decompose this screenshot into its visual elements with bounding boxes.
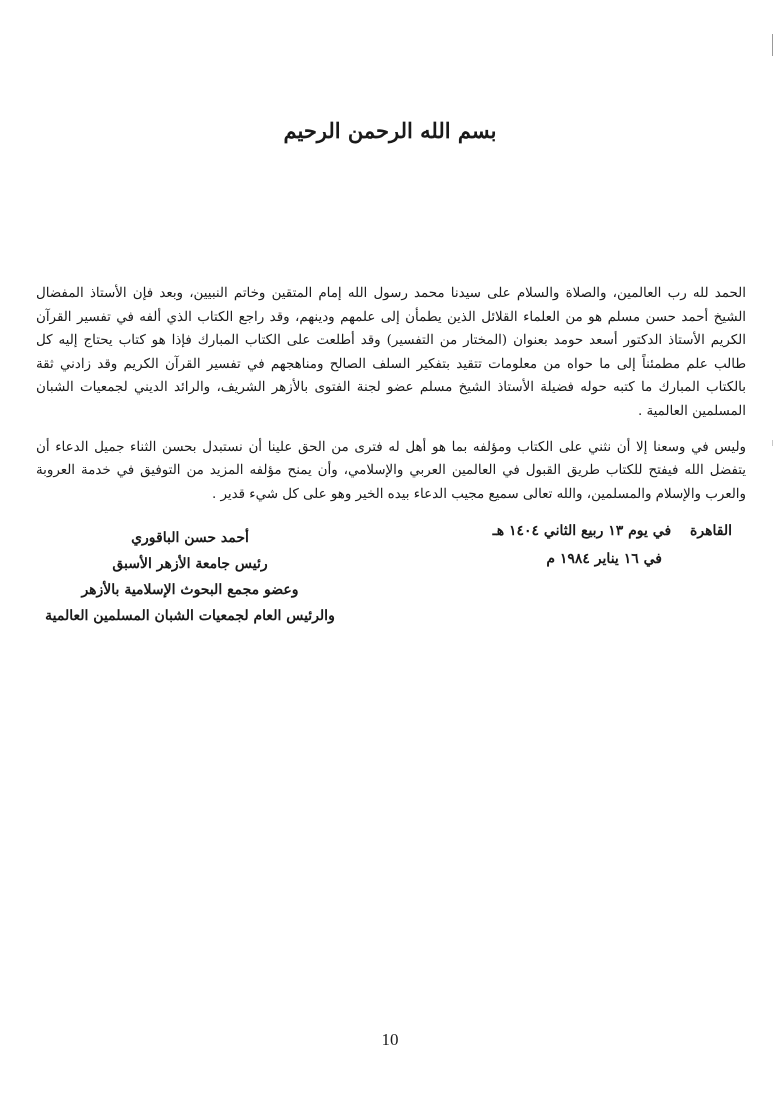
signature-block xyxy=(40,525,340,629)
date-line xyxy=(432,517,732,545)
signatory-title: رئيس جامعة الأزهر الأسبق xyxy=(112,556,268,572)
city-name: القاهرة xyxy=(690,523,732,539)
page-number: 10 xyxy=(381,1030,399,1049)
scan-edge-mark xyxy=(772,440,773,446)
signatory-title: والرئيس العام لجمعيات الشبان المسلمين العالمية xyxy=(45,608,335,624)
signatory-name: أحمد حسن الباقوري xyxy=(131,530,249,546)
gregorian-date: في ١٦ يناير ١٩٨٤ م xyxy=(546,551,662,567)
signatory-title: وعضو مجمع البحوث الإسلامية بالأزهر xyxy=(81,582,299,598)
body-text xyxy=(36,282,746,506)
paragraph: وليس في وسعنا إلا أن نثني على الكتاب ومؤلفه بما هو أهل له فترى من الحق علينا أن نستبدل بحسن الثناء جميل الدعاء أن يتفضل الله فيفتح للكتاب طريق القبول في العالمين العربي والإسلامي، وأن يمنح مؤلفه المزيد من التوفيق في خدمة العروبة والعرب والإسلام والمسلمين، والله تعالى سميع مجيب الدعاء بيده الخير وهو على كل شيء قدير . xyxy=(36,439,746,502)
date-block xyxy=(432,517,732,573)
scan-edge-mark xyxy=(772,34,773,56)
paragraph: الحمد لله رب العالمين، والصلاة والسلام على سيدنا محمد رسول الله إمام المتقين وخاتم النبيين، وبعد فإن الأستاذ المفضال الشيخ أحمد حسن مسلم هو من العلماء القلائل الذين يطمأن إلى علمهم ودينهم، وقد راجع الكتاب الذي ألفه في تفسير القرآن الكريم الأستاذ الدكتور أسعد حومد بعنوان (المختار من التفسير) وقد أطلعت على الكتاب المبارك فإذا هو كتاب يحتاج إليه كل طالب علم مطمئناً إلى ما حواه من معلومات تتقيد بتفكير السلف الصالح ومناهجهم في تفسير القرآن الكريم وقد زادني ثقة بالكتاب المبارك ما كتبه حوله فضيلة الأستاذ الشيخ مسلم عضو لجنة الفتوى بالأزهر الشريف، والرائد الديني لجمعيات الشبان المسلمين العالمية . xyxy=(36,286,746,419)
basmala-heading: بسم الله الرحمن الرحيم xyxy=(283,118,497,143)
hijri-date: في يوم ١٣ ربيع الثاني ١٤٠٤ هـ xyxy=(492,523,672,539)
